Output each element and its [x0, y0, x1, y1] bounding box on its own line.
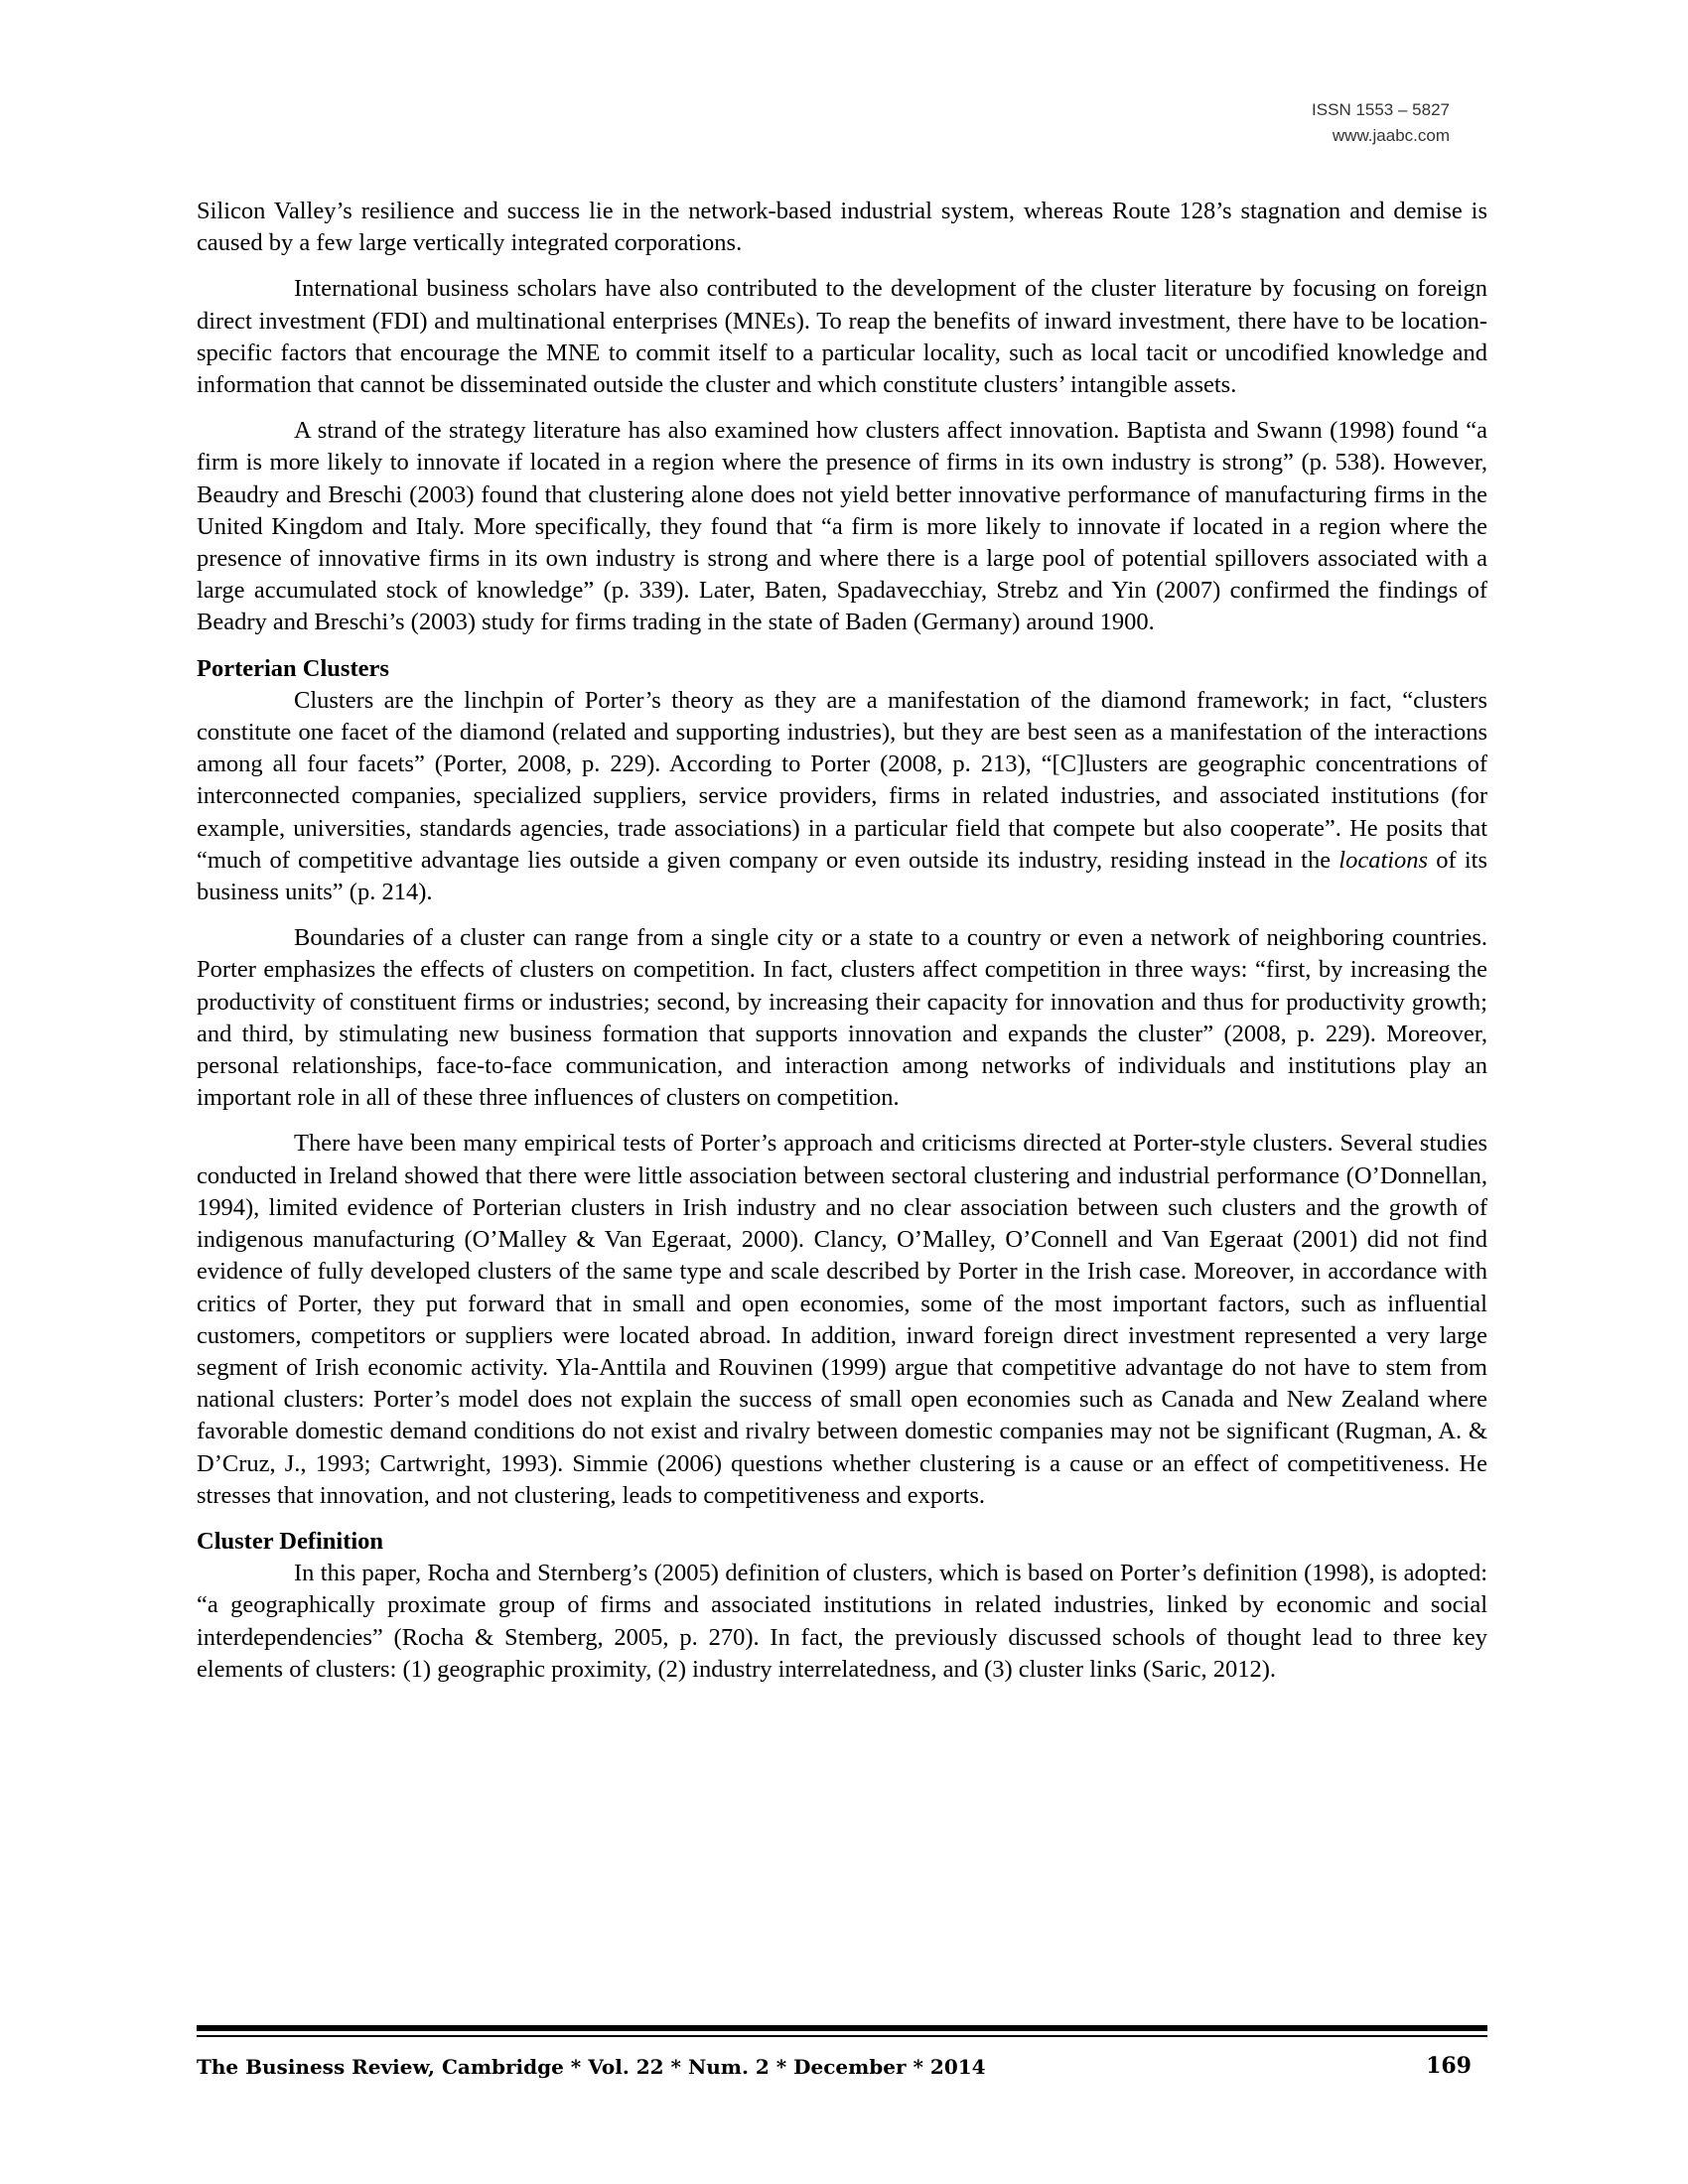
journal-header — [1312, 97, 1450, 149]
paragraph-1: Silicon Valley’s resilience and success lie in the network-based industrial system, whereas Route 128’s stagnation and demise is caused by a few large vertically integrated corporations. — [197, 198, 1487, 257]
paragraph-4-text-b: of its business units” (p. 214). — [197, 846, 1487, 906]
footer-journal-citation: The Business Review, Cambridge * Vol. 22 * Num. 2 * December * 2014 — [197, 2055, 986, 2079]
website-text: www.jaabc.com — [1332, 126, 1450, 145]
issn-text: ISSN 1553 – 5827 — [1312, 100, 1450, 119]
paragraph-5: Boundaries of a cluster can range from a single city or a state to a country or even a network of neighboring countries. Porter emphasizes the effects of clusters on competition. In fact, clusters affect competition in three ways: “first, by increasing the productivity of constituent firms or industries; second, by increasing their capacity for innovation and thus for productivity growth; and third, by stimulating new business formation that supports innovation and expands the cluster” (2008, p. 229). Moreover, personal relationships, face-to-face communication, and interaction among networks of individuals and institutions play an important role in all of these three influences of clusters on competition. — [197, 924, 1487, 1112]
paragraph-3: A strand of the strategy literature has also examined how clusters affect innovation. Baptista and Swann (1998) found “a firm is more likely to innovate if located in a region where the presence of firms in its own industry is strong” (p. 538). However, Beaudry and Breschi (2003) found that clustering alone does not yield better innovative performance of manufacturing firms in the United Kingdom and Italy. More specifically, they found that “a firm is more likely to innovate if located in a region where the presence of innovative firms in its own industry is strong and where there is a large pool of potential spillovers associated with a large accumulated stock of knowledge” (p. 339). Later, Baten, Spadavecchiay, Strebz and Yin (2007) confirmed the findings of Beadry and Breschi’s (2003) study for firms trading in the state of Baden (Germany) around 1900. — [197, 417, 1487, 636]
paragraph-4-italic: locations — [1338, 846, 1429, 874]
paragraph-4-text-a: Clusters are the linchpin of Porter’s theory as they are a manifestation of the diamond framework; in fact, “clusters constitute one facet of the diamond (related and supporting industries), but they are best seen as a manifestation of the interactions among all four facets” (Porter, 2008, p. 229). According to Porter (2008, p. 213), “[C]lusters are geographic concentrations of interconnected companies, specialized suppliers, service providers, firms in related industries, and associated institutions (for example, universities, standards agencies, trade associations) in a particular field that compete but also cooperate”. He posits that “much of competitive advantage lies outside a given company or even outside its industry, residing instead in the — [197, 686, 1487, 874]
section-heading-cluster-definition: Cluster Definition — [197, 1527, 384, 1555]
paragraph-6: There have been many empirical tests of Porter’s approach and criticisms directed at Porter-style clusters. Several studies conducted in Ireland showed that there were little association between sectoral clustering and industrial performance (O’Donnellan, 1994), limited evidence of Porterian clusters in Irish industry and no clear association between such clusters and the growth of indigenous manufacturing (O’Malley & Van Egeraat, 2000). Clancy, O’Malley, O’Connell and Van Egeraat (2001) did not find evidence of fully developed clusters of the same type and scale described by Porter in the Irish case. Moreover, in accordance with critics of Porter, they put forward that in small and open economies, some of the most important factors, such as influential customers, competitors or suppliers were located abroad. In addition, inward foreign direct investment represented a very large segment of Irish economic activity. Yla-Anttila and Rouvinen (1999) argue that competitive advantage do not have to stem from national clusters: Porter’s model does not explain the success of small open economies such as Canada and New Zealand where favorable domestic demand conditions do not exist and rivalry between domestic companies may not be significant (Rugman, A. & D’Cruz, J., 1993; Cartwright, 1993). Simmie (2006) questions whether clustering is a cause or an effect of competitiveness. He stresses that innovation, and not clustering, leads to competitiveness and exports. — [197, 1130, 1487, 1509]
section-heading-porterian-clusters: Porterian Clusters — [197, 654, 389, 682]
paragraph-4 — [197, 685, 1487, 908]
page-number: 169 — [1426, 2053, 1472, 2079]
paragraph-2: International business scholars have also contributed to the development of the cluster literature by focusing on foreign direct investment (FDI) and multinational enterprises (MNEs). To reap the benefits of inward investment, there have to be location-specific factors that encourage the MNE to commit itself to a particular locality, such as local tacit or uncodified knowledge and information that cannot be disseminated outside the cluster and which constitute clusters’ intangible assets. — [197, 275, 1487, 399]
footer-divider-thick — [197, 2025, 1487, 2031]
footer-divider-thin — [197, 2035, 1487, 2037]
article-body — [197, 196, 1487, 1700]
paragraph-7: In this paper, Rocha and Sternberg’s (2005) definition of clusters, which is based on Porter’s definition (1998), is adopted: “a geographically proximate group of firms and associated institutions in related industries, linked by economic and social interdependencies” (Rocha & Stemberg, 2005, p. 270). In fact, the previously discussed schools of thought lead to three key elements of clusters: (1) geographic proximity, (2) industry interrelatedness, and (3) cluster links (Saric, 2012). — [197, 1560, 1487, 1683]
